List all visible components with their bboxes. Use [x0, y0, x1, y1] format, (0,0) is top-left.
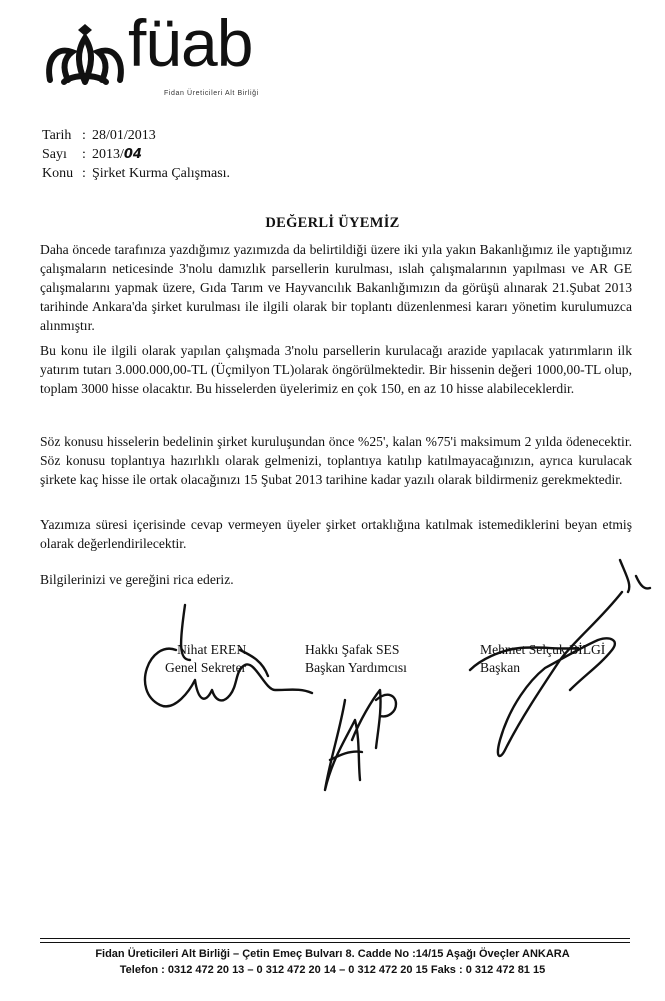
signatory-title: Başkan Yardımcısı	[305, 660, 407, 675]
logo-wordmark: füab	[128, 6, 253, 80]
signatory-president	[480, 641, 605, 677]
signature-3-hook	[636, 576, 650, 588]
signature-2-tail	[330, 752, 362, 760]
sprout-logo-icon	[42, 22, 128, 92]
body-paragraph-3: Söz konusu hisselerin bedelinin şirket kuruluşundan önce %25', kalan %75'i maksimum 2 yılda ödenecektir. Söz konusu toplantıya hazırlıklı olarak gelmenizi, toplantıya katılıp katılmayacağınızın, ayrıca kurulacak şirkete kaç hisse ile ortak olacağınızı 15 Şubat 2013 tarihine kadar yazılı olarak bildirmeniz gerekmektedir.	[40, 434, 632, 487]
number-label: Sayı	[42, 147, 67, 162]
date-value: 28/01/2013	[92, 128, 156, 143]
signatory-name: Nihat EREN	[177, 642, 247, 657]
fuab-logo	[42, 6, 272, 100]
signatory-vice-president	[305, 641, 407, 677]
body-paragraph-1: Daha öncede tarafınıza yazdığımız yazımızda da belirtildiği üzere iki yıla yakın Bakanlığımız ile yaptığımız çalışmaların neticesinde 3'nolu damızlık parsellerin kurulması, ıslah çalışmalarının yapılması ve AR GE çalışmalarını yapmak üzere, Gıda Tarım ve Hayvancılık Bakanlığımızın da görüşü alınarak 21.Şubat 2013 tarihinde Ankara'da şirket kurulması ile ilgili olarak bir toplantı düzenlenmesi kararı yönetim kurulumuzca alınmıştır.	[40, 242, 632, 333]
number-handwritten: 04	[123, 147, 142, 162]
subject-value: Şirket Kurma Çalışması.	[92, 166, 231, 181]
subject-label: Konu	[42, 166, 74, 181]
logo-tagline: Fidan Üreticileri Alt Birliği	[164, 90, 259, 97]
number-row: Sayı : 2013/ 04	[42, 147, 142, 162]
letter-meta	[42, 126, 230, 183]
footer-address: Fidan Üreticileri Alt Birliği – Çetin Emeç Bulvarı 8. Cadde No :14/15 Aşağı Öveçler ANKARA	[95, 948, 570, 960]
closing-line: Bilgilerinizi ve gereğini rica ederiz.	[40, 572, 234, 587]
footer-divider-thin	[40, 942, 630, 943]
date-label: Tarih	[42, 128, 72, 143]
signature-2-stroke	[325, 690, 396, 790]
salutation-heading: DEĞERLİ ÜYEMİZ	[265, 215, 400, 231]
footer-divider	[40, 938, 630, 939]
signatory-name: Hakkı Şafak SES	[305, 642, 400, 657]
signatory-general-secretary	[165, 641, 246, 677]
date-row: Tarih : 28/01/2013	[42, 128, 156, 143]
signatory-title: Başkan	[480, 660, 521, 675]
body-paragraph-2: Bu konu ile ilgili olarak yapılan çalışmada 3'nolu parsellerin kurulacağı arazide yapılacak yatırımların ilk yatırım tutarı 3.000.000,00-TL (Üçmilyon TL)olarak öngörülmektedir. Bir hissenin değeri 1000,00-TL olup, toplam 3000 hisse olacaktır. Bu hisselerden üyelerimiz en çok 150, en az 10 hisse alabileceklerdir.	[40, 343, 632, 396]
letterhead-footer	[0, 946, 665, 978]
number-value: 2013/	[92, 147, 124, 162]
signatory-title: Genel Sekreter	[165, 660, 247, 675]
footer-contact: Telefon : 0312 472 20 13 – 0 312 472 20 14 – 0 312 472 20 15 Faks : 0 312 472 81 15	[119, 964, 546, 976]
body-paragraph-4: Yazımıza süresi içerisinde cevap vermeyen üyeler şirket ortaklığına katılmak istemediklerini beyan etmiş olarak değerlendirilecektir.	[40, 517, 632, 551]
subject-row: Konu : Şirket Kurma Çalışması.	[42, 166, 231, 181]
signatory-name: Mehmet Selçuk BİLGİ	[480, 642, 606, 657]
